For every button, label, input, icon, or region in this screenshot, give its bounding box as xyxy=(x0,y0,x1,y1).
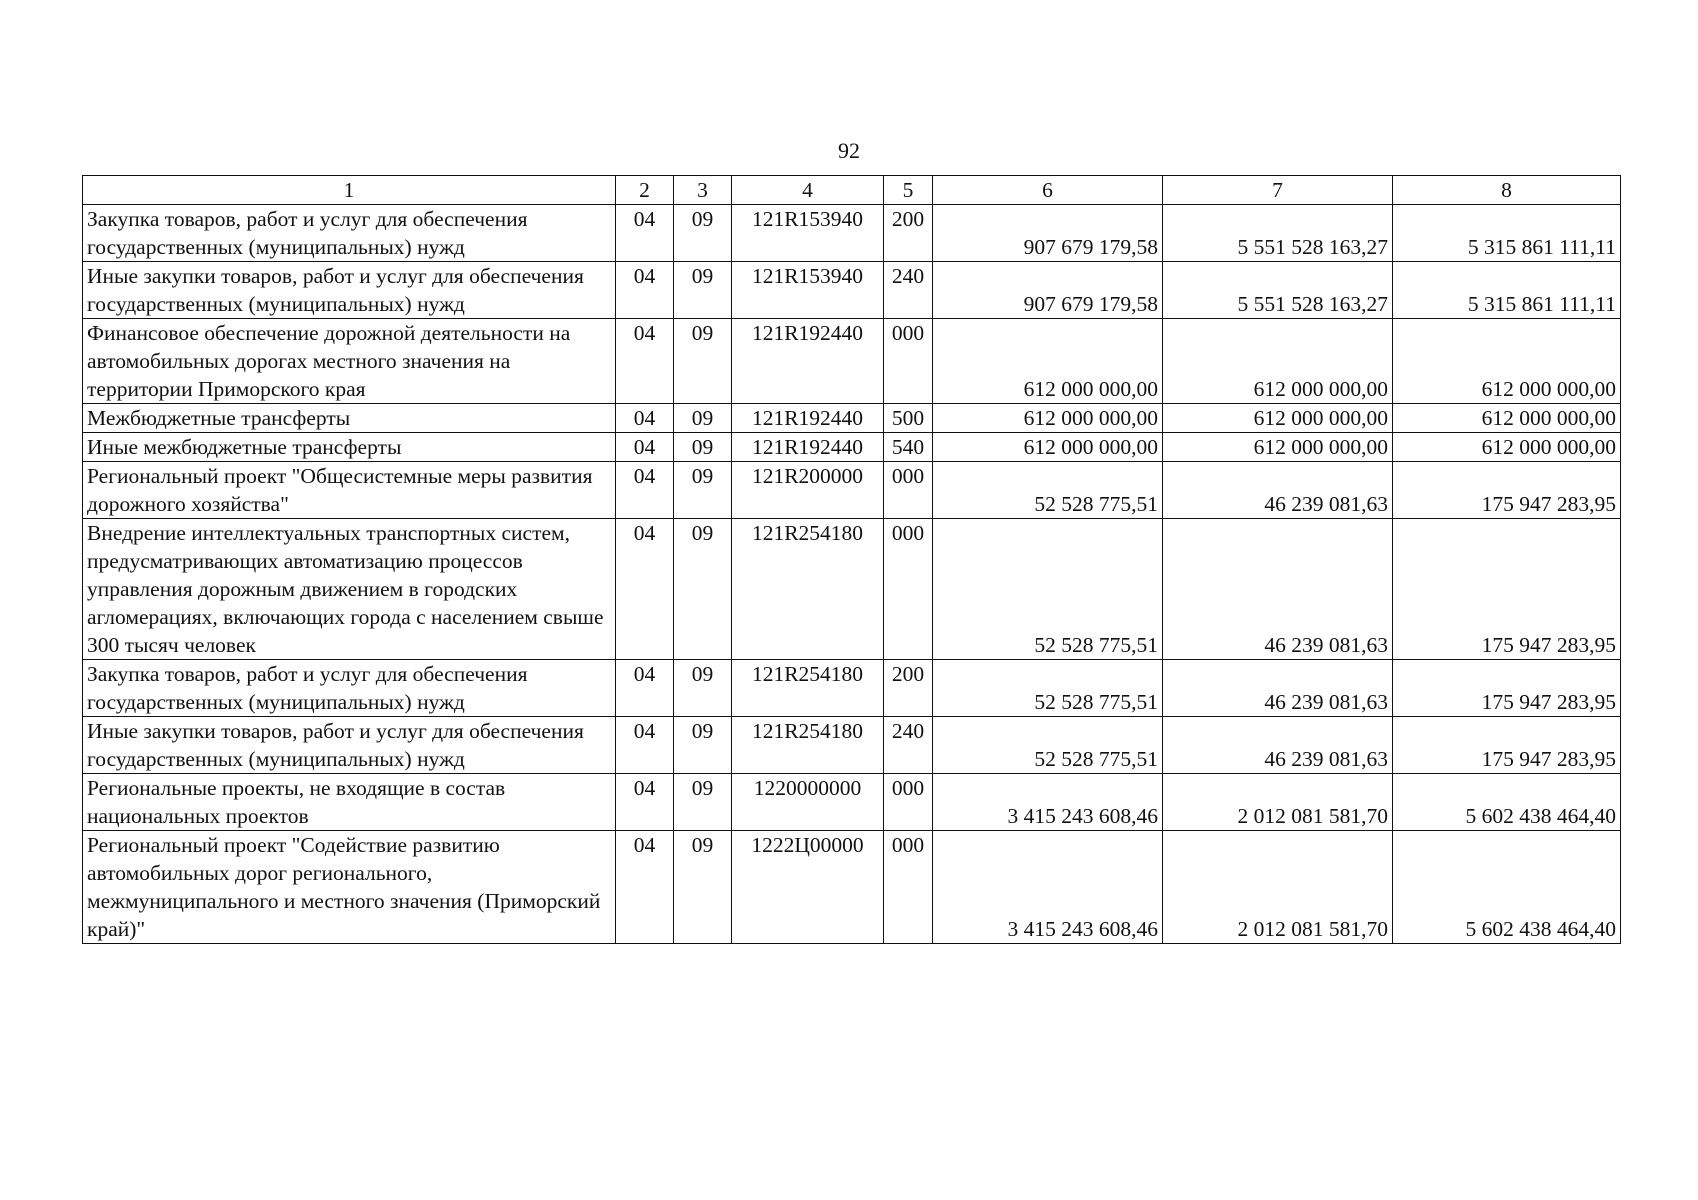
expense-type-cell: 000 xyxy=(884,774,933,831)
amount-col8-cell: 5 315 861 111,11 xyxy=(1393,205,1621,262)
section-code-cell: 04 xyxy=(616,831,674,944)
section-code-cell: 04 xyxy=(616,519,674,660)
amount-col7-cell: 612 000 000,00 xyxy=(1163,319,1393,404)
expense-type-cell: 200 xyxy=(884,660,933,717)
section-code-cell: 04 xyxy=(616,717,674,774)
header-cell: 3 xyxy=(674,176,732,205)
amount-col6-cell: 3 415 243 608,46 xyxy=(933,831,1163,944)
row-name-cell: Закупка товаров, работ и услуг для обеспечения государственных (муниципальных) нужд xyxy=(83,660,616,717)
subsection-code-cell: 09 xyxy=(674,717,732,774)
amount-col8-cell: 5 602 438 464,40 xyxy=(1393,774,1621,831)
header-cell: 6 xyxy=(933,176,1163,205)
table-row xyxy=(83,205,1621,262)
budget-table xyxy=(82,175,1621,944)
amount-col6-cell: 612 000 000,00 xyxy=(933,433,1163,462)
table-row xyxy=(83,774,1621,831)
row-name-cell: Иные закупки товаров, работ и услуг для обеспечения государственных (муниципальных) нужд xyxy=(83,717,616,774)
amount-col8-cell: 5 602 438 464,40 xyxy=(1393,831,1621,944)
section-code-cell: 04 xyxy=(616,404,674,433)
target-article-cell: 121R192440 xyxy=(732,319,884,404)
subsection-code-cell: 09 xyxy=(674,205,732,262)
section-code-cell: 04 xyxy=(616,433,674,462)
row-name-cell: Межбюджетные трансферты xyxy=(83,404,616,433)
table-row xyxy=(83,831,1621,944)
target-article-cell: 121R254180 xyxy=(732,660,884,717)
table-row xyxy=(83,717,1621,774)
amount-col6-cell: 612 000 000,00 xyxy=(933,404,1163,433)
subsection-code-cell: 09 xyxy=(674,462,732,519)
row-name-cell: Финансовое обеспечение дорожной деятельности на автомобильных дорогах местного значения на территории Приморского края xyxy=(83,319,616,404)
target-article-cell: 1220000000 xyxy=(732,774,884,831)
expense-type-cell: 200 xyxy=(884,205,933,262)
expense-type-cell: 000 xyxy=(884,462,933,519)
row-name-cell: Региональные проекты, не входящие в состав национальных проектов xyxy=(83,774,616,831)
amount-col8-cell: 612 000 000,00 xyxy=(1393,404,1621,433)
expense-type-cell: 000 xyxy=(884,831,933,944)
section-code-cell: 04 xyxy=(616,262,674,319)
subsection-code-cell: 09 xyxy=(674,831,732,944)
amount-col8-cell: 175 947 283,95 xyxy=(1393,717,1621,774)
target-article-cell: 121R254180 xyxy=(732,519,884,660)
header-cell: 4 xyxy=(732,176,884,205)
amount-col6-cell: 612 000 000,00 xyxy=(933,319,1163,404)
amount-col6-cell: 3 415 243 608,46 xyxy=(933,774,1163,831)
row-name-cell: Закупка товаров, работ и услуг для обеспечения государственных (муниципальных) нужд xyxy=(83,205,616,262)
table-row xyxy=(83,519,1621,660)
subsection-code-cell: 09 xyxy=(674,262,732,319)
amount-col7-cell: 46 239 081,63 xyxy=(1163,519,1393,660)
amount-col8-cell: 612 000 000,00 xyxy=(1393,319,1621,404)
subsection-code-cell: 09 xyxy=(674,404,732,433)
header-cell: 1 xyxy=(83,176,616,205)
amount-col7-cell: 5 551 528 163,27 xyxy=(1163,205,1393,262)
table-row xyxy=(83,404,1621,433)
amount-col6-cell: 52 528 775,51 xyxy=(933,717,1163,774)
amount-col8-cell: 175 947 283,95 xyxy=(1393,660,1621,717)
section-code-cell: 04 xyxy=(616,462,674,519)
amount-col7-cell: 46 239 081,63 xyxy=(1163,660,1393,717)
amount-col7-cell: 612 000 000,00 xyxy=(1163,404,1393,433)
amount-col7-cell: 5 551 528 163,27 xyxy=(1163,262,1393,319)
amount-col7-cell: 2 012 081 581,70 xyxy=(1163,774,1393,831)
amount-col6-cell: 52 528 775,51 xyxy=(933,462,1163,519)
amount-col7-cell: 2 012 081 581,70 xyxy=(1163,831,1393,944)
table-row xyxy=(83,433,1621,462)
amount-col6-cell: 52 528 775,51 xyxy=(933,660,1163,717)
table-row xyxy=(83,660,1621,717)
section-code-cell: 04 xyxy=(616,319,674,404)
target-article-cell: 121R153940 xyxy=(732,262,884,319)
section-code-cell: 04 xyxy=(616,205,674,262)
expense-type-cell: 540 xyxy=(884,433,933,462)
amount-col8-cell: 175 947 283,95 xyxy=(1393,519,1621,660)
expense-type-cell: 500 xyxy=(884,404,933,433)
subsection-code-cell: 09 xyxy=(674,319,732,404)
subsection-code-cell: 09 xyxy=(674,433,732,462)
table-header-row xyxy=(83,176,1621,205)
row-name-cell: Региональный проект "Общесистемные меры развития дорожного хозяйства" xyxy=(83,462,616,519)
expense-type-cell: 000 xyxy=(884,319,933,404)
target-article-cell: 121R192440 xyxy=(732,404,884,433)
header-cell: 2 xyxy=(616,176,674,205)
header-cell: 7 xyxy=(1163,176,1393,205)
amount-col8-cell: 612 000 000,00 xyxy=(1393,433,1621,462)
table-row xyxy=(83,262,1621,319)
amount-col7-cell: 46 239 081,63 xyxy=(1163,462,1393,519)
header-cell: 8 xyxy=(1393,176,1621,205)
subsection-code-cell: 09 xyxy=(674,660,732,717)
amount-col6-cell: 907 679 179,58 xyxy=(933,205,1163,262)
subsection-code-cell: 09 xyxy=(674,519,732,660)
row-name-cell: Иные межбюджетные трансферты xyxy=(83,433,616,462)
target-article-cell: 1222Ц00000 xyxy=(732,831,884,944)
page-number xyxy=(0,138,1698,164)
expense-type-cell: 000 xyxy=(884,519,933,660)
amount-col7-cell: 46 239 081,63 xyxy=(1163,717,1393,774)
row-name-cell: Региональный проект "Содействие развитию автомобильных дорог регионального, межмуниципального и местного значения (Приморский край)" xyxy=(83,831,616,944)
target-article-cell: 121R200000 xyxy=(732,462,884,519)
row-name-cell: Внедрение интеллектуальных транспортных систем, предусматривающих автоматизацию процессов управления дорожным движением в городских агломерациях, включающих города с населением свыше 300 тысяч человек xyxy=(83,519,616,660)
table-row xyxy=(83,319,1621,404)
amount-col8-cell: 5 315 861 111,11 xyxy=(1393,262,1621,319)
amount-col6-cell: 52 528 775,51 xyxy=(933,519,1163,660)
section-code-cell: 04 xyxy=(616,660,674,717)
amount-col7-cell: 612 000 000,00 xyxy=(1163,433,1393,462)
page-number-text: 92 xyxy=(838,138,860,163)
header-cell: 5 xyxy=(884,176,933,205)
target-article-cell: 121R254180 xyxy=(732,717,884,774)
amount-col8-cell: 175 947 283,95 xyxy=(1393,462,1621,519)
amount-col6-cell: 907 679 179,58 xyxy=(933,262,1163,319)
expense-type-cell: 240 xyxy=(884,717,933,774)
table-row xyxy=(83,462,1621,519)
subsection-code-cell: 09 xyxy=(674,774,732,831)
section-code-cell: 04 xyxy=(616,774,674,831)
row-name-cell: Иные закупки товаров, работ и услуг для обеспечения государственных (муниципальных) нужд xyxy=(83,262,616,319)
target-article-cell: 121R153940 xyxy=(732,205,884,262)
expense-type-cell: 240 xyxy=(884,262,933,319)
target-article-cell: 121R192440 xyxy=(732,433,884,462)
